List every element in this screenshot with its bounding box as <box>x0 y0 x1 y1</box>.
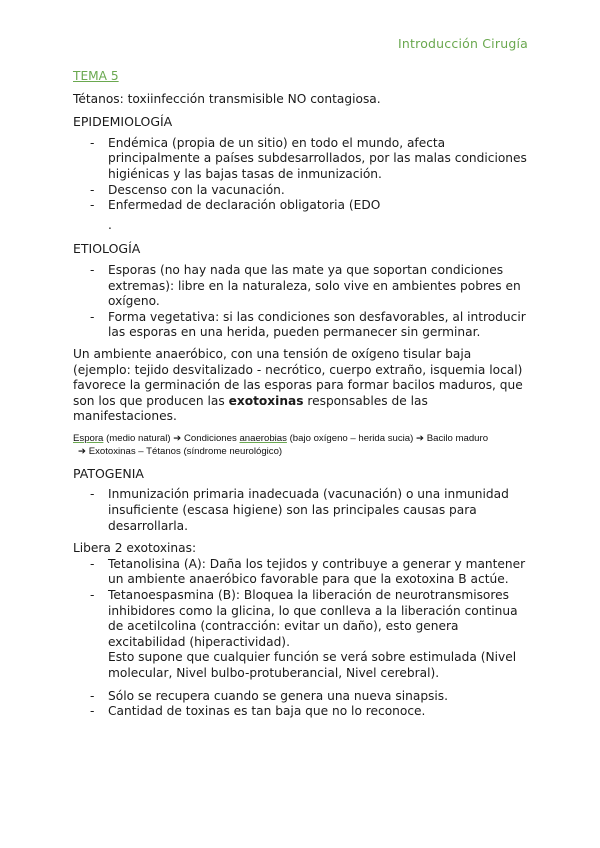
list-item: - Esporas (no hay nada que las mate ya que soportan condiciones extremas): libre en la naturaleza, solo vive en ambientes pobres en oxígeno. <box>73 263 531 310</box>
list-item: - Descenso con la vacunación. <box>73 183 531 199</box>
flow-text: Exotoxinas – Tétanos (síndrome neurológico) <box>86 445 283 457</box>
epidemiologia-heading: EPIDEMIOLOGÍA <box>73 114 173 130</box>
flow-text: (bajo oxígeno – herida sucia) <box>286 432 416 444</box>
toxin-b-extra: Esto supone que cualquier función se verá sobre estimulada (Nivel molecular, Nivel bulbo-protuberancial, Nivel cerebral). <box>108 650 517 680</box>
flow-line-1 <box>73 432 531 445</box>
patogenia-list <box>73 487 531 534</box>
libera-text: Libera 2 exotoxinas: <box>73 541 197 556</box>
list-item: - Endémica (propia de un sitio) en todo el mundo, afecta principalmente a países subdesarrollados, por las malas condiciones higiénicas y las bajas tasas de inmunización. <box>73 136 531 183</box>
stray-dot: . <box>108 217 112 232</box>
arrow-right-icon: ➔ <box>173 432 182 444</box>
etiologia-paragraph <box>73 347 531 425</box>
list-item: - Inmunización primaria inadecuada (vacunación) o una inmunidad insuficiente (escasa higiene) son las principales causas para desarrollarla. <box>73 487 531 534</box>
document-body <box>73 69 531 726</box>
paragraph-text: responsables de las manifestaciones. <box>73 393 428 424</box>
arrow-right-icon: ➔ <box>78 445 87 457</box>
final-list <box>73 689 531 720</box>
list-item: - Cantidad de toxinas es tan baja que no lo reconoce. <box>73 704 531 720</box>
flow-text: (medio natural) <box>103 432 174 444</box>
flow-text: Condiciones <box>181 432 240 444</box>
document-header-title: Introducción Cirugía <box>398 36 528 51</box>
etiologia-list <box>73 263 531 341</box>
tema-title: TEMA 5 <box>73 69 119 83</box>
arrow-right-icon: ➔ <box>416 432 425 444</box>
toxin-b-text: Tetanoespasmina (B): Bloquea la liberación de neurotransmisores inhibidores como la glicina, lo que conlleva a la liberación continua de acetilcolina (contracción: evitar un daño), esto genera excitabilidad (hiperactividad). <box>108 588 518 649</box>
epidemiologia-list <box>73 136 531 214</box>
intro-text: Tétanos: toxiinfección transmisible NO contagiosa. <box>73 91 381 106</box>
etiologia-heading: ETIOLOGÍA <box>73 241 141 257</box>
flow-line-2 <box>73 445 531 458</box>
germination-flow <box>73 432 531 458</box>
paragraph-text: Un ambiente anaeróbico, con una tensión de oxígeno tisular baja (ejemplo: tejido desvitalizado - necrótico, cuerpo extraño, isquemia local) favorece la germinación de las esporas para formar bacilos maduros, que son los que producen las <box>73 346 523 408</box>
anaerobias-term: anaerobias <box>239 432 287 444</box>
list-item: - Forma vegetativa: si las condiciones son desfavorables, al introducir las esporas en una herida, pueden permanecer sin germinar. <box>73 310 531 341</box>
list-item: - Tetanolisina (A): Daña los tejidos y contribuye a generar y mantener un ambiente anaeróbico favorable para que la exotoxina B actúe. <box>73 557 531 588</box>
patogenia-heading: PATOGENIA <box>73 465 144 481</box>
flow-text: Bacilo maduro <box>424 432 489 444</box>
list-item: - Enfermedad de declaración obligatoria (EDO <box>73 198 531 214</box>
toxins-list <box>73 557 531 682</box>
list-item <box>73 588 531 682</box>
list-item: - Sólo se recupera cuando se genera una nueva sinapsis. <box>73 689 531 705</box>
espora-term: Espora <box>73 432 104 444</box>
exotoxinas-bold: exotoxinas <box>228 393 304 408</box>
